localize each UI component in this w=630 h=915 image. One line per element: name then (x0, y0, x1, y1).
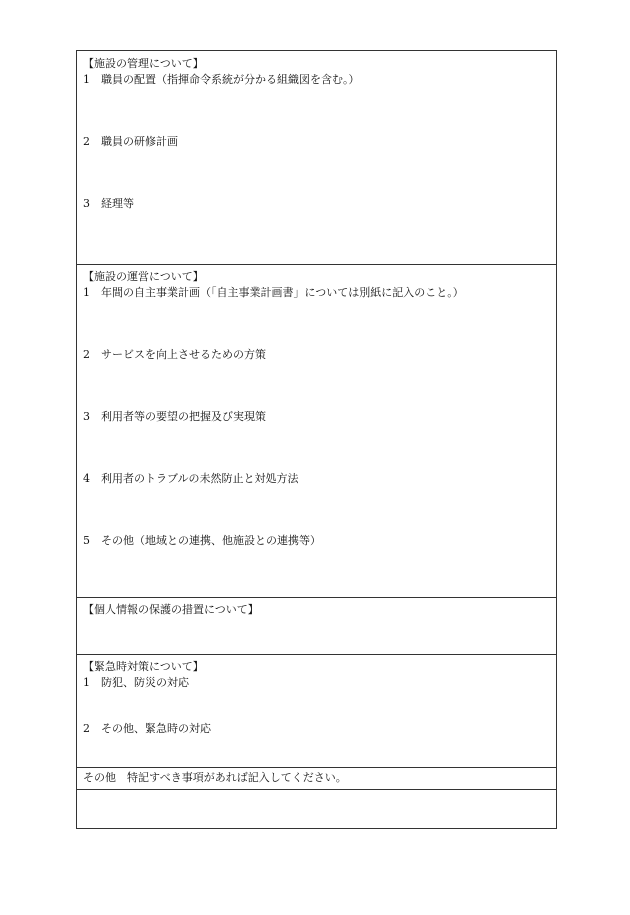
emergency-item-1 (83, 676, 189, 690)
facility-operation-item-2 (83, 348, 266, 362)
privacy-section (77, 598, 556, 655)
item-number: 3 (83, 197, 90, 210)
item-text: 年間の自主事業計画（「自主事業計画書」については別紙に記入のこと。） (101, 286, 464, 299)
item-text: 利用者等の要望の把握及び実現策 (101, 410, 266, 423)
item-number: 2 (83, 722, 90, 735)
item-text: サービスを向上させるための方策 (101, 348, 266, 361)
emergency-item-2 (83, 722, 211, 736)
facility-operation-item-3 (83, 410, 266, 424)
item-number: 1 (83, 676, 90, 689)
facility-operation-item-5 (83, 534, 321, 548)
facility-operation-item-4 (83, 472, 299, 486)
item-text: 職員の配置（指揮命令系統が分かる組織図を含む。） (101, 73, 360, 86)
facility-management-section (77, 51, 556, 265)
other-entry-area[interactable] (77, 790, 556, 828)
item-text: 防犯、防災の対応 (101, 676, 189, 689)
facility-operation-heading: 【施設の運営について】 (83, 270, 204, 283)
item-number: 2 (83, 135, 90, 148)
item-number: 2 (83, 348, 90, 361)
emergency-section (77, 655, 556, 768)
item-number: 1 (83, 73, 90, 86)
item-number: 4 (83, 472, 90, 485)
facility-management-item-3 (83, 197, 134, 211)
facility-management-item-2 (83, 135, 178, 149)
item-number: 1 (83, 286, 90, 299)
other-heading: その他 特記すべき事項があれば記入してください。 (83, 771, 347, 784)
other-heading-row (77, 768, 556, 790)
item-text: 職員の研修計画 (101, 135, 178, 148)
facility-operation-item-1 (83, 286, 464, 300)
item-number: 3 (83, 410, 90, 423)
item-text: 経理等 (101, 197, 134, 210)
facility-operation-section (77, 265, 556, 598)
proposal-form-table (76, 50, 557, 829)
item-text: 利用者のトラブルの未然防止と対処方法 (101, 472, 299, 485)
privacy-heading: 【個人情報の保護の措置について】 (83, 603, 259, 616)
item-text: その他、緊急時の対応 (101, 722, 211, 735)
facility-management-item-1 (83, 73, 360, 87)
facility-management-heading: 【施設の管理について】 (83, 57, 204, 70)
emergency-heading: 【緊急時対策について】 (83, 660, 204, 673)
item-number: 5 (83, 534, 90, 547)
item-text: その他（地域との連携、他施設との連携等） (101, 534, 321, 547)
